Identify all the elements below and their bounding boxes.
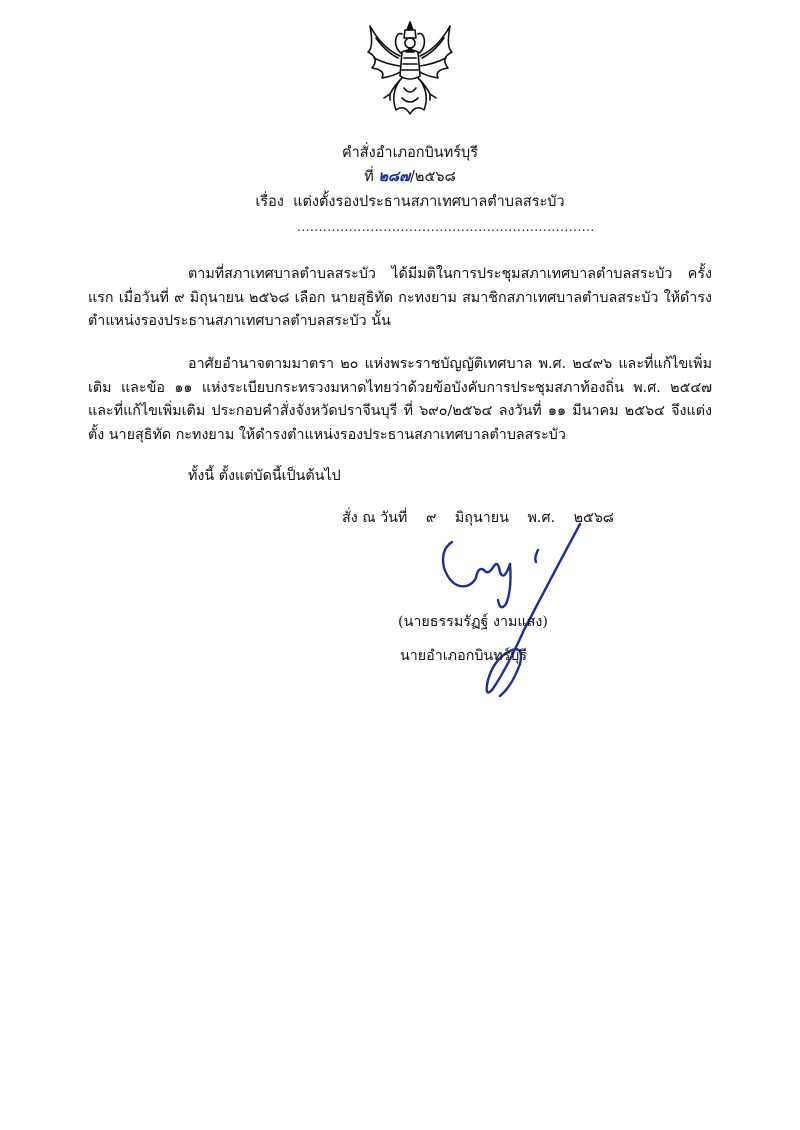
subject-label: เรื่อง xyxy=(255,194,284,210)
body-paragraph-2: อาศัยอำนาจตามมาตรา ๒๐ แห่งพระราชบัญญัติเทศบาล พ.ศ. ๒๔๙๖ และที่แก้ไขเพิ่มเติม และข้อ ๑๑ แห่งระเบียบกระทรวงมหาดไทยว่าด้วยข้อบังคับการประชุมสภาท้องถิ่น พ.ศ. ๒๕๔๗ และที่แก้ไขเพิ่มเติม ประกอบคำสั่งจังหวัดปราจีนบุรี ที่ ๖๙๐/๒๕๖๔ ลงวันที่ ๑๑ มีนาคม ๒๕๖๔ จึงแต่งตั้ง นายสุธิทัด กะทงยาม ให้ดำรงตำแหน่งรองประธานสภาเทศบาลตำบลสระบัว xyxy=(88,356,712,443)
body-paragraph-3: ทั้งนี้ ตั้งแต่บัดนี้เป็นต้นไป xyxy=(188,468,341,484)
body-paragraph-1: ตามที่สภาเทศบาลตำบลสระบัว ได้มีมติในการประชุมสภาเทศบาลตำบลสระบัว ครั้งแรก เมื่อวันที่ ๙ มิถุนายน ๒๕๖๘ เลือก นายสุธิทัด กะทงยาม สมาชิกสภาเทศบาลตำบลสระบัว ให้ดำรงตำแหน่งรองประธานสภาเทศบาลตำบลสระบัว นั้น xyxy=(88,266,712,329)
date-year: ๒๕๖๘ xyxy=(573,510,614,526)
date-month: มิถุนายน xyxy=(454,510,509,526)
order-number-prefix: ที่ xyxy=(364,169,374,185)
document-title: คำสั่งอำเภอกบินทร์บุรี xyxy=(341,145,479,161)
order-number-suffix: /๒๕๖๘ xyxy=(410,169,456,185)
date-day: ๙ xyxy=(425,510,437,526)
signer-position: นายอำเภอกบินทร์บุรี xyxy=(400,648,528,664)
document-subject xyxy=(180,192,640,212)
order-number-handwritten: ๒๘๗ xyxy=(378,169,410,185)
order-number xyxy=(180,167,640,187)
subject-text: แต่งตั้งรองประธานสภาเทศบาลตำบลสระบัว xyxy=(293,194,565,210)
garuda-emblem-icon xyxy=(360,18,460,118)
date-era: พ.ศ. xyxy=(527,510,556,526)
date-label: สั่ง ณ วันที่ xyxy=(342,510,408,526)
signer-name: (นายธรรมรัฏฐ์ งามแสง) xyxy=(398,614,548,630)
separator-line: ..................................................................... xyxy=(297,220,595,234)
